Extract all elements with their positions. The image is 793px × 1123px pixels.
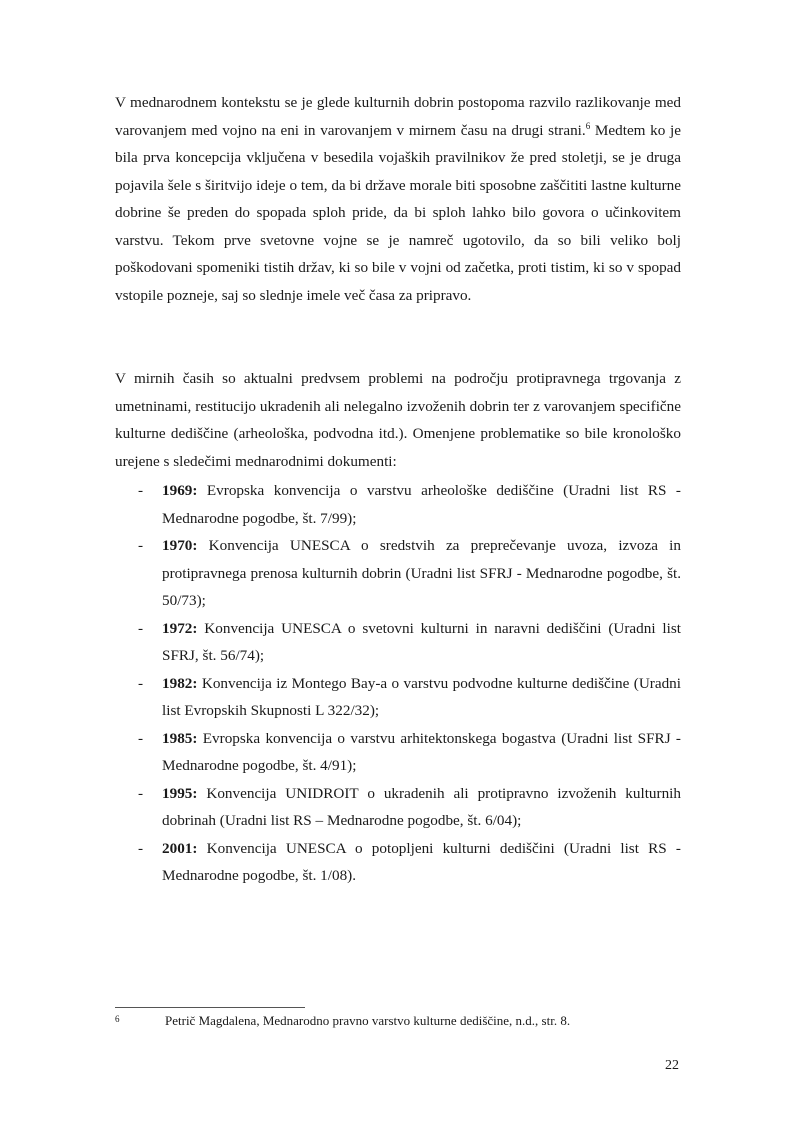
list-dash: - xyxy=(138,839,144,857)
list-item-year: 1982: xyxy=(162,674,198,692)
list-item-year: 1972: xyxy=(162,619,198,637)
list-item-text: Evropska konvencija o varstvu arhitektonskega bogastva (Uradni list SFRJ - Mednarodne pogodbe, št. 4/91); xyxy=(162,729,681,774)
footnote-divider xyxy=(115,1007,305,1008)
paragraph-text: V mednarodnem kontekstu se je glede kulturnih dobrin postopoma razvilo razlikovanje med varovanjem med vojno na eni in varovanjem v mirnem času na drugi strani. xyxy=(115,94,681,139)
list-item xyxy=(115,670,681,725)
list-item xyxy=(115,780,681,835)
list-item-year: 1995: xyxy=(162,784,198,802)
paragraph-peacetime-problems xyxy=(115,365,681,475)
list-item xyxy=(115,477,681,532)
footnote-text: Petrič Magdalena, Mednarodno pravno varstvo kulturne dediščine, n.d., str. 8. xyxy=(165,1013,571,1028)
list-item-text: Konvencija UNIDROIT o ukradenih ali protipravno izvoženih kulturnih dobrinah (Uradni list RS – Mednarodne pogodbe, št. 6/04); xyxy=(162,784,681,829)
list-item-year: 1970: xyxy=(162,537,198,554)
paragraph-text-continued: Medtem ko je bila prva koncepcija vključena v besedila vojaških pravilnikov že pred stoletji, se je druga pojavila šele s širitvijo ideje o tem, da bi države morale biti sposobne zaščititi lastne kulturne dobrine še preden do spopada sploh pride, da bi sploh lahko bilo govora o učinkovitem varstvu. Tekom prve svetovne vojne se je namreč ugotovilo, da so bili veliko bolj poškodovani spomeniki tistih držav, ki so bile v vojni od začetka, proti tistim, ki so v spopad vstopile pozneje, saj so slednje imele več časa za pripravo. xyxy=(115,121,681,304)
paragraph-text: V mirnih časih so aktualni predvsem problemi na področju protipravnega trgovanja z umetninami, restitucijo ukradenih ali nelegalno izvoženih dobrin ter z varovanjem specifične kulturne dediščine (arheološka, podvodna itd.). Omenjene problematike so bile kronološko urejene s sledečimi mednarodnimi dokumenti: xyxy=(115,370,681,470)
footnote-reference[interactable]: 6 xyxy=(585,120,591,131)
list-item-year: 1969: xyxy=(162,482,198,499)
list-item-year: 1985: xyxy=(162,729,198,747)
list-dash: - xyxy=(138,784,144,802)
list-item xyxy=(115,532,681,615)
list-item xyxy=(115,615,681,670)
list-dash: - xyxy=(138,674,144,692)
list-dash: - xyxy=(138,482,144,499)
documents-list xyxy=(115,477,681,890)
list-item xyxy=(115,835,681,890)
list-dash: - xyxy=(138,729,144,747)
list-item-year: 2001: xyxy=(162,839,198,857)
footnote-number: 6 xyxy=(115,1014,120,1024)
list-item-text: Konvencija UNESCA o sredstvih za preprečevanje uvoza, izvoza in protipravnega prenosa kulturnih dobrin (Uradni list SFRJ - Mednarodne pogodbe, št. 50/73); xyxy=(162,537,681,609)
list-dash: - xyxy=(138,619,144,637)
list-item-text: Evropska konvencija o varstvu arheološke dediščine (Uradni list RS - Mednarodne pogodbe, št. 7/99); xyxy=(162,482,681,527)
paragraph-international-context xyxy=(115,89,681,309)
page-number: 22 xyxy=(665,1058,679,1073)
list-item-text: Konvencija UNESCA o potopljeni kulturni dediščini (Uradni list RS - Mednarodne pogodbe, št. 1/08). xyxy=(162,839,681,884)
list-dash: - xyxy=(138,537,144,554)
list-item-text: Konvencija iz Montego Bay-a o varstvu podvodne kulturne dediščine (Uradni list Evropskih Skupnosti L 322/32); xyxy=(162,674,681,719)
list-item xyxy=(115,725,681,780)
list-item-text: Konvencija UNESCA o svetovni kulturni in naravni dediščini (Uradni list SFRJ, št. 56/74); xyxy=(162,619,681,664)
